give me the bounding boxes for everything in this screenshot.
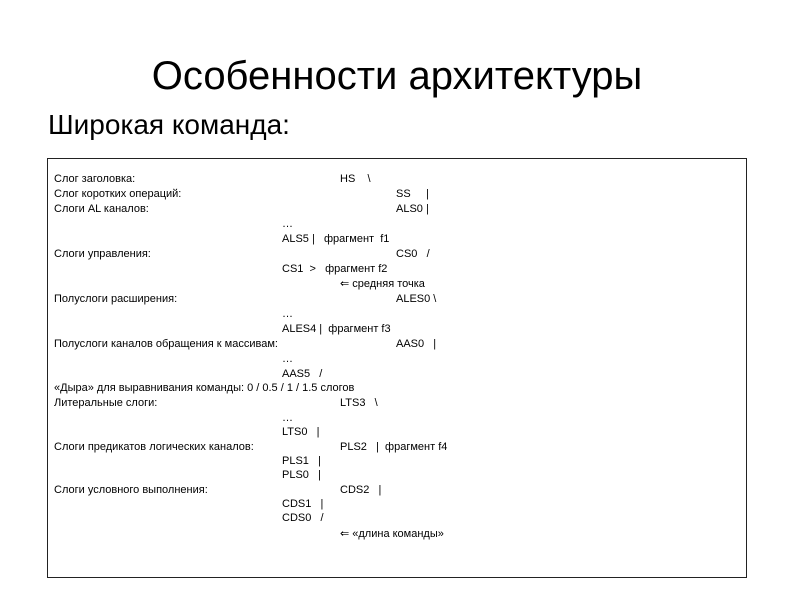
- slide-subtitle: Широкая команда:: [48, 109, 290, 140]
- literal-syllables-label: Литеральные слоги:: [54, 397, 158, 409]
- extension-last: ALES4 | фрагмент f3: [282, 323, 391, 335]
- left-arrow-icon: ⇐: [340, 277, 350, 290]
- conditional-syllables-label: Слоги условного выполнения:: [54, 484, 208, 496]
- short-ops-syllable-value: SS |: [396, 188, 429, 200]
- extension-ellipsis: …: [282, 308, 293, 320]
- array-access-ellipsis: …: [282, 353, 293, 365]
- slide-title: Особенности архитектуры: [151, 54, 643, 98]
- instruction-format-box: [47, 158, 747, 578]
- literal-last: LTS0 |: [282, 426, 320, 438]
- conditional-cds0: CDS0 /: [282, 512, 324, 524]
- alignment-hole-label: «Дыра» для выравнивания команды: 0 / 0.5 / 1 / 1.5 слогов: [54, 382, 355, 394]
- control-syllables-label: Слоги управления:: [54, 248, 151, 260]
- al-channels-value: ALS0 |: [396, 203, 429, 215]
- command-length-note: [340, 527, 444, 541]
- control-syllables-value: CS0 /: [396, 248, 430, 260]
- header-syllable-value: HS \: [340, 173, 371, 185]
- predicate-syllables-value: PLS2 | фрагмент f4: [340, 441, 448, 453]
- al-channels-label: Слоги AL каналов:: [54, 203, 149, 215]
- extension-halfsyllables-label: Полуслоги расширения:: [54, 293, 178, 305]
- extension-halfsyllables-value: ALES0 \: [396, 293, 437, 305]
- predicate-pls0: PLS0 |: [282, 469, 321, 481]
- midpoint-note: [340, 277, 425, 291]
- control-syllables-cs1: CS1 > фрагмент f2: [282, 263, 388, 275]
- header-syllable-label: Слог заголовка:: [54, 173, 136, 185]
- literal-syllables-value: LTS3 \: [340, 397, 378, 409]
- predicate-pls1: PLS1 |: [282, 455, 321, 467]
- midpoint-text: средняя точка: [349, 278, 425, 290]
- array-access-label: Полуслоги каналов обращения к массивам:: [54, 338, 278, 350]
- al-channels-last: ALS5 | фрагмент f1: [282, 233, 390, 245]
- conditional-syllables-value: CDS2 |: [340, 484, 382, 496]
- left-arrow-icon: ⇐: [340, 527, 350, 540]
- command-length-text: «длина команды»: [349, 528, 444, 540]
- literal-ellipsis: …: [282, 412, 293, 424]
- array-access-value: AAS0 |: [396, 338, 437, 350]
- predicate-syllables-label: Слоги предикатов логических каналов:: [54, 441, 254, 453]
- short-ops-syllable-label: Слог коротких операций:: [54, 188, 182, 200]
- conditional-cds1: CDS1 |: [282, 498, 324, 510]
- array-access-last: AAS5 /: [282, 368, 323, 380]
- al-channels-ellipsis: …: [282, 218, 293, 230]
